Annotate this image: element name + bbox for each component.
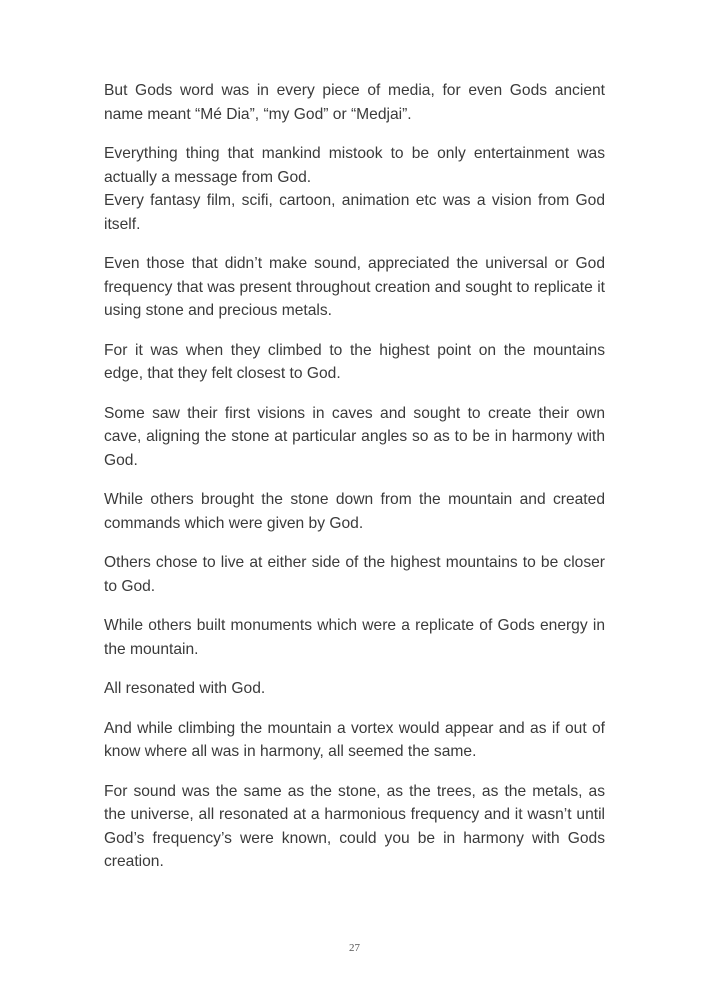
paragraph-caves: Some saw their first visions in caves and sought to create their own cave, aligning the stone at particular angles so as to be in harmony with God. [104, 404, 605, 469]
paragraph-highest-mountains: Others chose to live at either side of the highest mountains to be closer to God. [104, 554, 605, 595]
paragraph-mountain-edge: For it was when they climbed to the highest point on the mountains edge, that they felt closest to God. [104, 341, 605, 382]
paragraph-sound: For sound was the same as the stone, as the trees, as the metals, as the universe, all resonated at a harmonious frequency and it wasn’t until God’s frequency’s were known, could you be in harmony with Gods creation. [104, 782, 605, 870]
paragraph-monuments: While others built monuments which were a replicate of Gods energy in the mountain. [104, 617, 605, 658]
body-text [104, 79, 605, 890]
paragraph-frequency: Even those that didn’t make sound, appreciated the universal or God frequency that was present throughout creation and sought to replicate it using stone and precious metals. [104, 255, 605, 319]
paragraph-vortex: And while climbing the mountain a vortex would appear and as if out of know where all was in harmony, all seemed the same. [104, 719, 605, 760]
paragraph-fantasy-film: Every fantasy film, scifi, cartoon, animation etc was a vision from God itself. [104, 192, 605, 233]
page-number: 27 [349, 942, 360, 954]
paragraph-resonated: All resonated with God. [104, 680, 266, 697]
paragraph-entertainment: Everything thing that mankind mistook to be only entertainment was actually a message from God. [104, 145, 605, 186]
paragraph-media: But Gods word was in every piece of media, for even Gods ancient name meant “Mé Dia”, “my God” or “Medjai”. [104, 82, 605, 123]
paragraph-commands: While others brought the stone down from the mountain and created commands which were given by God. [104, 491, 605, 532]
